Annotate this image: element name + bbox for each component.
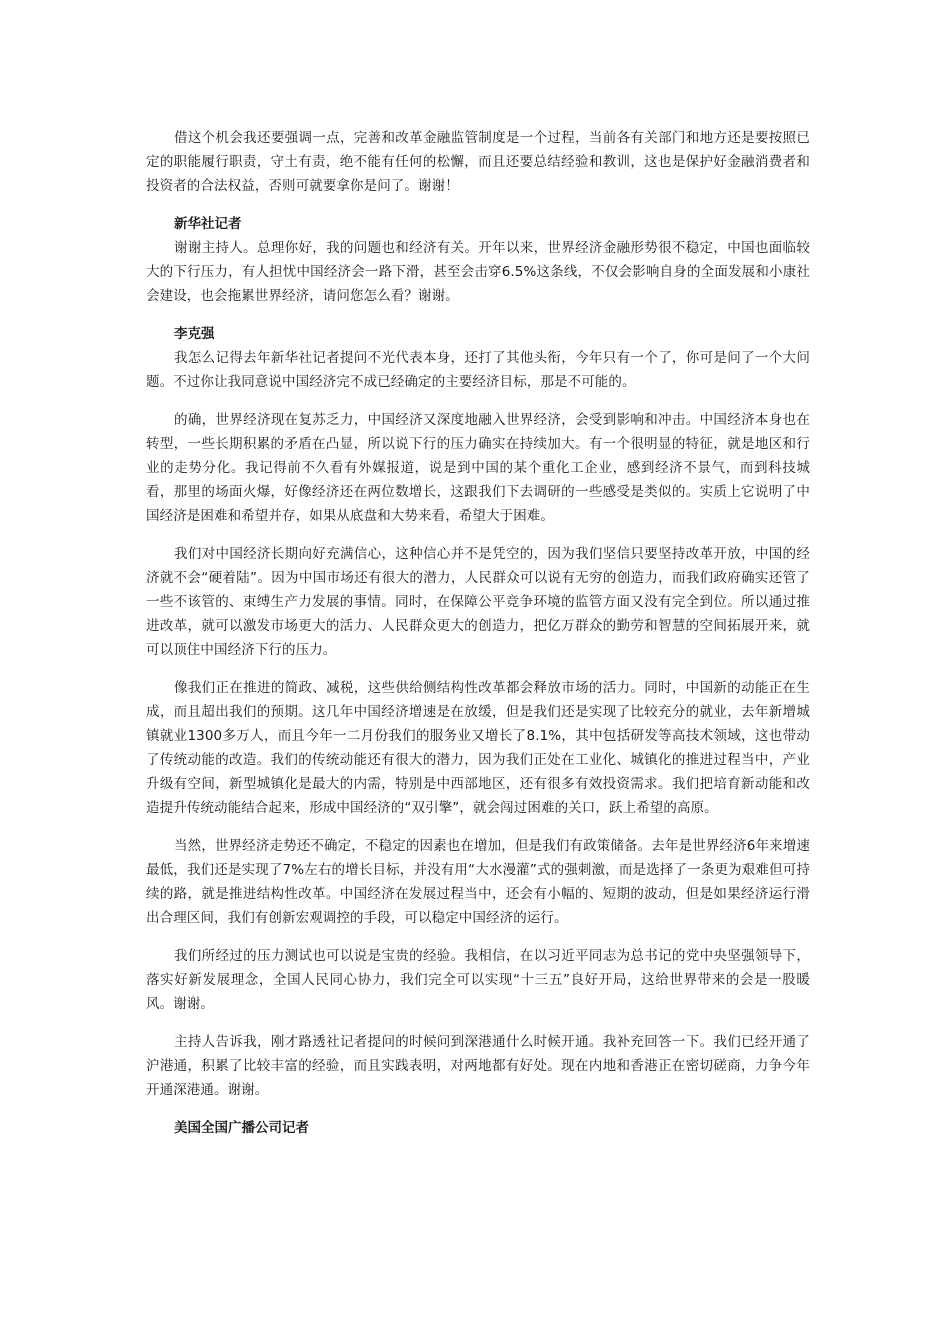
paragraph: 的确，世界经济现在复苏乏力，中国经济又深度地融入世界经济，会受到影响和冲击。中国经济本身也在转型，一些长期积累的矛盾在凸显，所以说下行的压力确实在持续加大。有一个很明显的特征，就是地区和行业的走势分化。我记得前不久看有外媒报道，说是到中国的某个重化工企业，感到经济不景气，而到科技城看，那里的场面火爆，好像经济还在两位数增长，这跟我们下去调研的一些感受是类似的。实质上它说明了中国经济是困难和希望并存，如果从底盘和大势来看，希望大于困难。 [146,412,810,524]
text-block [146,834,810,930]
paragraph: 谢谢主持人。总理你好，我的问题也和经济有关。开年以来，世界经济金融形势很不稳定，中国也面临较大的下行压力，有人担忧中国经济会一路下滑，甚至会击穿6.5%这条线，不仅会影响自身的全面发展和小康社会建设，也会拖累世界经济，请问您怎么看？谢谢。 [146,240,810,304]
text-block [146,126,810,198]
text-block [146,1030,810,1102]
speaker-name: 新华社记者 [174,216,242,232]
speaker-name: 美国全国广播公司记者 [174,1120,309,1136]
document-body [146,126,810,1154]
speaker-name: 李克强 [174,326,215,342]
paragraph: 像我们正在推进的简政、减税，这些供给侧结构性改革都会释放市场的活力。同时，中国新的动能正在生成，而且超出我们的预期。这几年中国经济增速是在放缓，但是我们还是实现了比较充分的就业，去年新增城镇就业1300多万人，而且今年一二月份我们的服务业又增长了8.1%，其中包括研发等高技术领域，这也带动了传统动能的改造。我们的传统动能还有很大的潜力，因为我们正处在工业化、城镇化的推进过程当中，产业升级有空间，新型城镇化是最大的内需，特别是中西部地区，还有很多有效投资需求。我们把培育新动能和改造提升传统动能结合起来，形成中国经济的“双引擎”，就会闯过困难的关口，跃上希望的高原。 [146,680,810,816]
text-block [146,676,810,820]
paragraph: 我们所经过的压力测试也可以说是宝贵的经验。我相信，在以习近平同志为总书记的党中央坚强领导下，落实好新发展理念，全国人民同心协力，我们完全可以实现“十三五”良好开局，这给世界带来的会是一股暖风。谢谢。 [146,948,810,1012]
text-block [146,1116,810,1140]
paragraph: 我们对中国经济长期向好充满信心，这种信心并不是凭空的，因为我们坚信只要坚持改革开放，中国的经济就不会“硬着陆”。因为中国市场还有很大的潜力，人民群众可以说有无穷的创造力，而我们政府确实还管了一些不该管的、束缚生产力发展的事情。同时，在保障公平竞争环境的监管方面又没有完全到位。所以通过推进改革，就可以激发市场更大的活力、人民群众更大的创造力，把亿万群众的勤劳和智慧的空间拓展开来，就可以顶住中国经济下行的压力。 [146,546,810,658]
paragraph: 当然，世界经济走势还不确定，不稳定的因素也在增加，但是我们有政策储备。去年是世界经济6年来增速最低，我们还是实现了7%左右的增长目标，并没有用“大水漫灌”式的强刺激，而是选择了一条更为艰难但可持续的路，就是推进结构性改革。中国经济在发展过程当中，还会有小幅的、短期的波动，但是如果经济运行滑出合理区间，我们有创新宏观调控的手段，可以稳定中国经济的运行。 [146,838,810,926]
paragraph: 借这个机会我还要强调一点，完善和改革金融监管制度是一个过程，当前各有关部门和地方还是要按照已定的职能履行职责，守土有责，绝不能有任何的松懈，而且还要总结经验和教训，这也是保护好金融消费者和投资者的合法权益，否则可就要拿你是问了。谢谢！ [146,130,810,194]
text-block [146,944,810,1016]
text-block [146,542,810,662]
text-block [146,408,810,528]
paragraph: 我怎么记得去年新华社记者提问不光代表本身，还打了其他头衔，今年只有一个了，你可是问了一个大问题。不过你让我同意说中国经济完不成已经确定的主要经济目标，那是不可能的。 [146,350,810,390]
text-block [146,212,810,308]
paragraph: 主持人告诉我，刚才路透社记者提问的时候问到深港通什么时候开通。我补充回答一下。我们已经开通了沪港通，积累了比较丰富的经验，而且实践表明，对两地都有好处。现在内地和香港正在密切磋商，力争今年开通深港通。谢谢。 [146,1034,810,1098]
text-block [146,322,810,394]
